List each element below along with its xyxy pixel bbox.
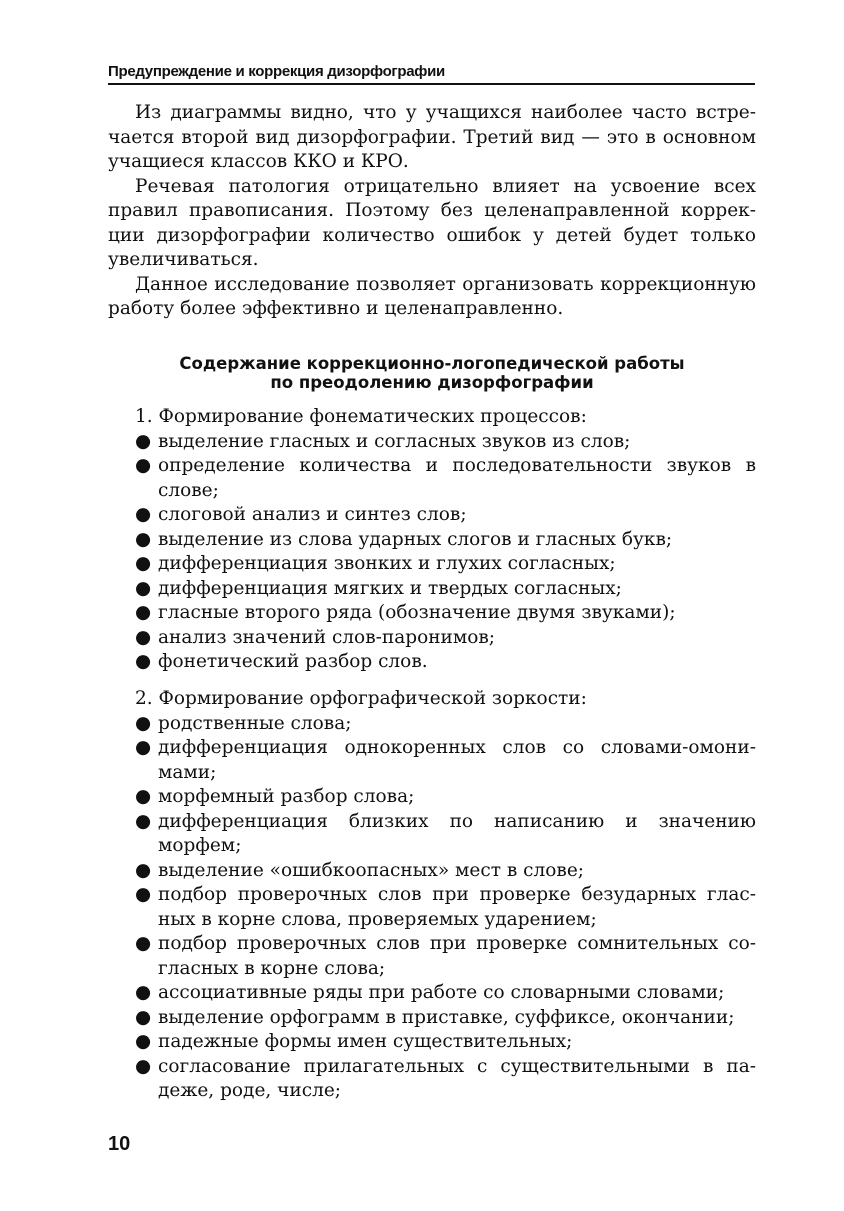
list-item: ● согласование прилагательных с существительными в падеже, роде, числе; bbox=[135, 1055, 756, 1101]
bullet-icon: ● bbox=[135, 430, 152, 452]
bullet-icon: ● bbox=[135, 504, 152, 525]
list-item: ● дифференциация мягких и твердых согласных; bbox=[108, 577, 756, 602]
list-item: ● дифференциация звонких и глухих согласных; bbox=[108, 552, 756, 577]
bullet-icon: ● bbox=[135, 786, 152, 807]
list-item: ● фонетический разбор слов. bbox=[108, 650, 756, 675]
bullet-icon: ● bbox=[135, 1055, 152, 1077]
section-orthographic bbox=[108, 687, 756, 1104]
bullet-icon: ● bbox=[135, 455, 152, 476]
list-item: ● определение количества и последовательности звуков в слове; bbox=[135, 455, 756, 501]
bullet-icon: ● bbox=[135, 528, 152, 550]
bullet-icon: ● bbox=[135, 810, 152, 832]
bullet-icon: ● bbox=[135, 712, 152, 734]
list-item: ● подбор проверочных слов при проверке безударных гласных в корне слова, проверяемых ударением; bbox=[135, 884, 756, 930]
bullet-icon: ● bbox=[135, 982, 152, 1003]
bullet-icon: ● bbox=[135, 553, 152, 574]
section-title: 2. Формирование орфографической зоркости: bbox=[135, 688, 587, 709]
section-phonematic bbox=[108, 405, 756, 675]
list-item: ● выделение из слова ударных слогов и гласных букв; bbox=[108, 528, 756, 553]
list-item: ● выделение «ошибкоопасных» мест в слове; bbox=[108, 859, 756, 884]
bullet-icon: ● bbox=[135, 626, 152, 648]
bullet-icon: ● bbox=[135, 737, 152, 758]
list-item: ● анализ значений слов-паронимов; bbox=[108, 626, 756, 651]
list-item: ● гласные второго ряда (обозначение двумя звуками); bbox=[108, 601, 756, 626]
list-item: ● слоговой анализ и синтез слов; bbox=[108, 503, 756, 528]
intro-text bbox=[108, 101, 756, 322]
list-item: ● дифференциация близких по написанию и значению морфем; bbox=[135, 810, 756, 856]
list-item: ● родственные слова; bbox=[108, 712, 756, 737]
bullet-icon: ● bbox=[135, 651, 152, 672]
intro-paragraph: Из диаграммы видно, что у учащихся наиболее часто встречается второй вид дизорфографии. Третий вид — это в основном учащиеся классов ККО и КРО. bbox=[108, 102, 756, 172]
running-head-title: Предупреждение и коррекция дизорфографии bbox=[108, 63, 445, 80]
bullet-icon: ● bbox=[135, 933, 152, 954]
section-title: 1. Формирование фонематических процессов: bbox=[135, 406, 587, 427]
bullet-icon: ● bbox=[135, 884, 152, 905]
page-number: 10 bbox=[108, 1133, 131, 1155]
section-heading bbox=[108, 354, 756, 392]
section-heading-line: Содержание коррекционно-логопедической работы bbox=[179, 354, 685, 373]
list-item: ● морфемный разбор слова; bbox=[108, 785, 756, 810]
list-item: ● выделение гласных и согласных звуков из слов; bbox=[108, 430, 756, 455]
list-item: ● падежные формы имен существительных; bbox=[108, 1030, 756, 1055]
bullet-icon: ● bbox=[135, 1031, 152, 1052]
intro-paragraph: Данное исследование позволяет организовать коррекционную работу более эффективно и целенаправленно. bbox=[108, 273, 756, 319]
bullet-list bbox=[108, 712, 756, 1104]
list-item: ● выделение орфограмм в приставке, суффиксе, окончании; bbox=[108, 1006, 756, 1031]
bullet-icon: ● bbox=[135, 602, 152, 623]
intro-paragraph: Речевая патология отрицательно влияет на усвоение всех правил правописания. Поэтому без целенаправленной коррекции дизорфографии количество ошибок у детей будет только увеличиваться. bbox=[108, 175, 756, 270]
bullet-icon: ● bbox=[135, 577, 152, 599]
list-item: ● подбор проверочных слов при проверке сомнительных согласных в корне слова; bbox=[135, 933, 756, 979]
bullet-icon: ● bbox=[135, 1006, 152, 1028]
running-head bbox=[108, 61, 755, 85]
bullet-icon: ● bbox=[135, 859, 152, 881]
list-item: ● дифференциация однокоренных слов со словами-омонимами; bbox=[135, 737, 756, 783]
bullet-list bbox=[108, 430, 756, 675]
section-heading-line: по преодолению дизорфографии bbox=[270, 373, 594, 392]
list-item: ● ассоциативные ряды при работе со словарными словами; bbox=[108, 981, 756, 1006]
